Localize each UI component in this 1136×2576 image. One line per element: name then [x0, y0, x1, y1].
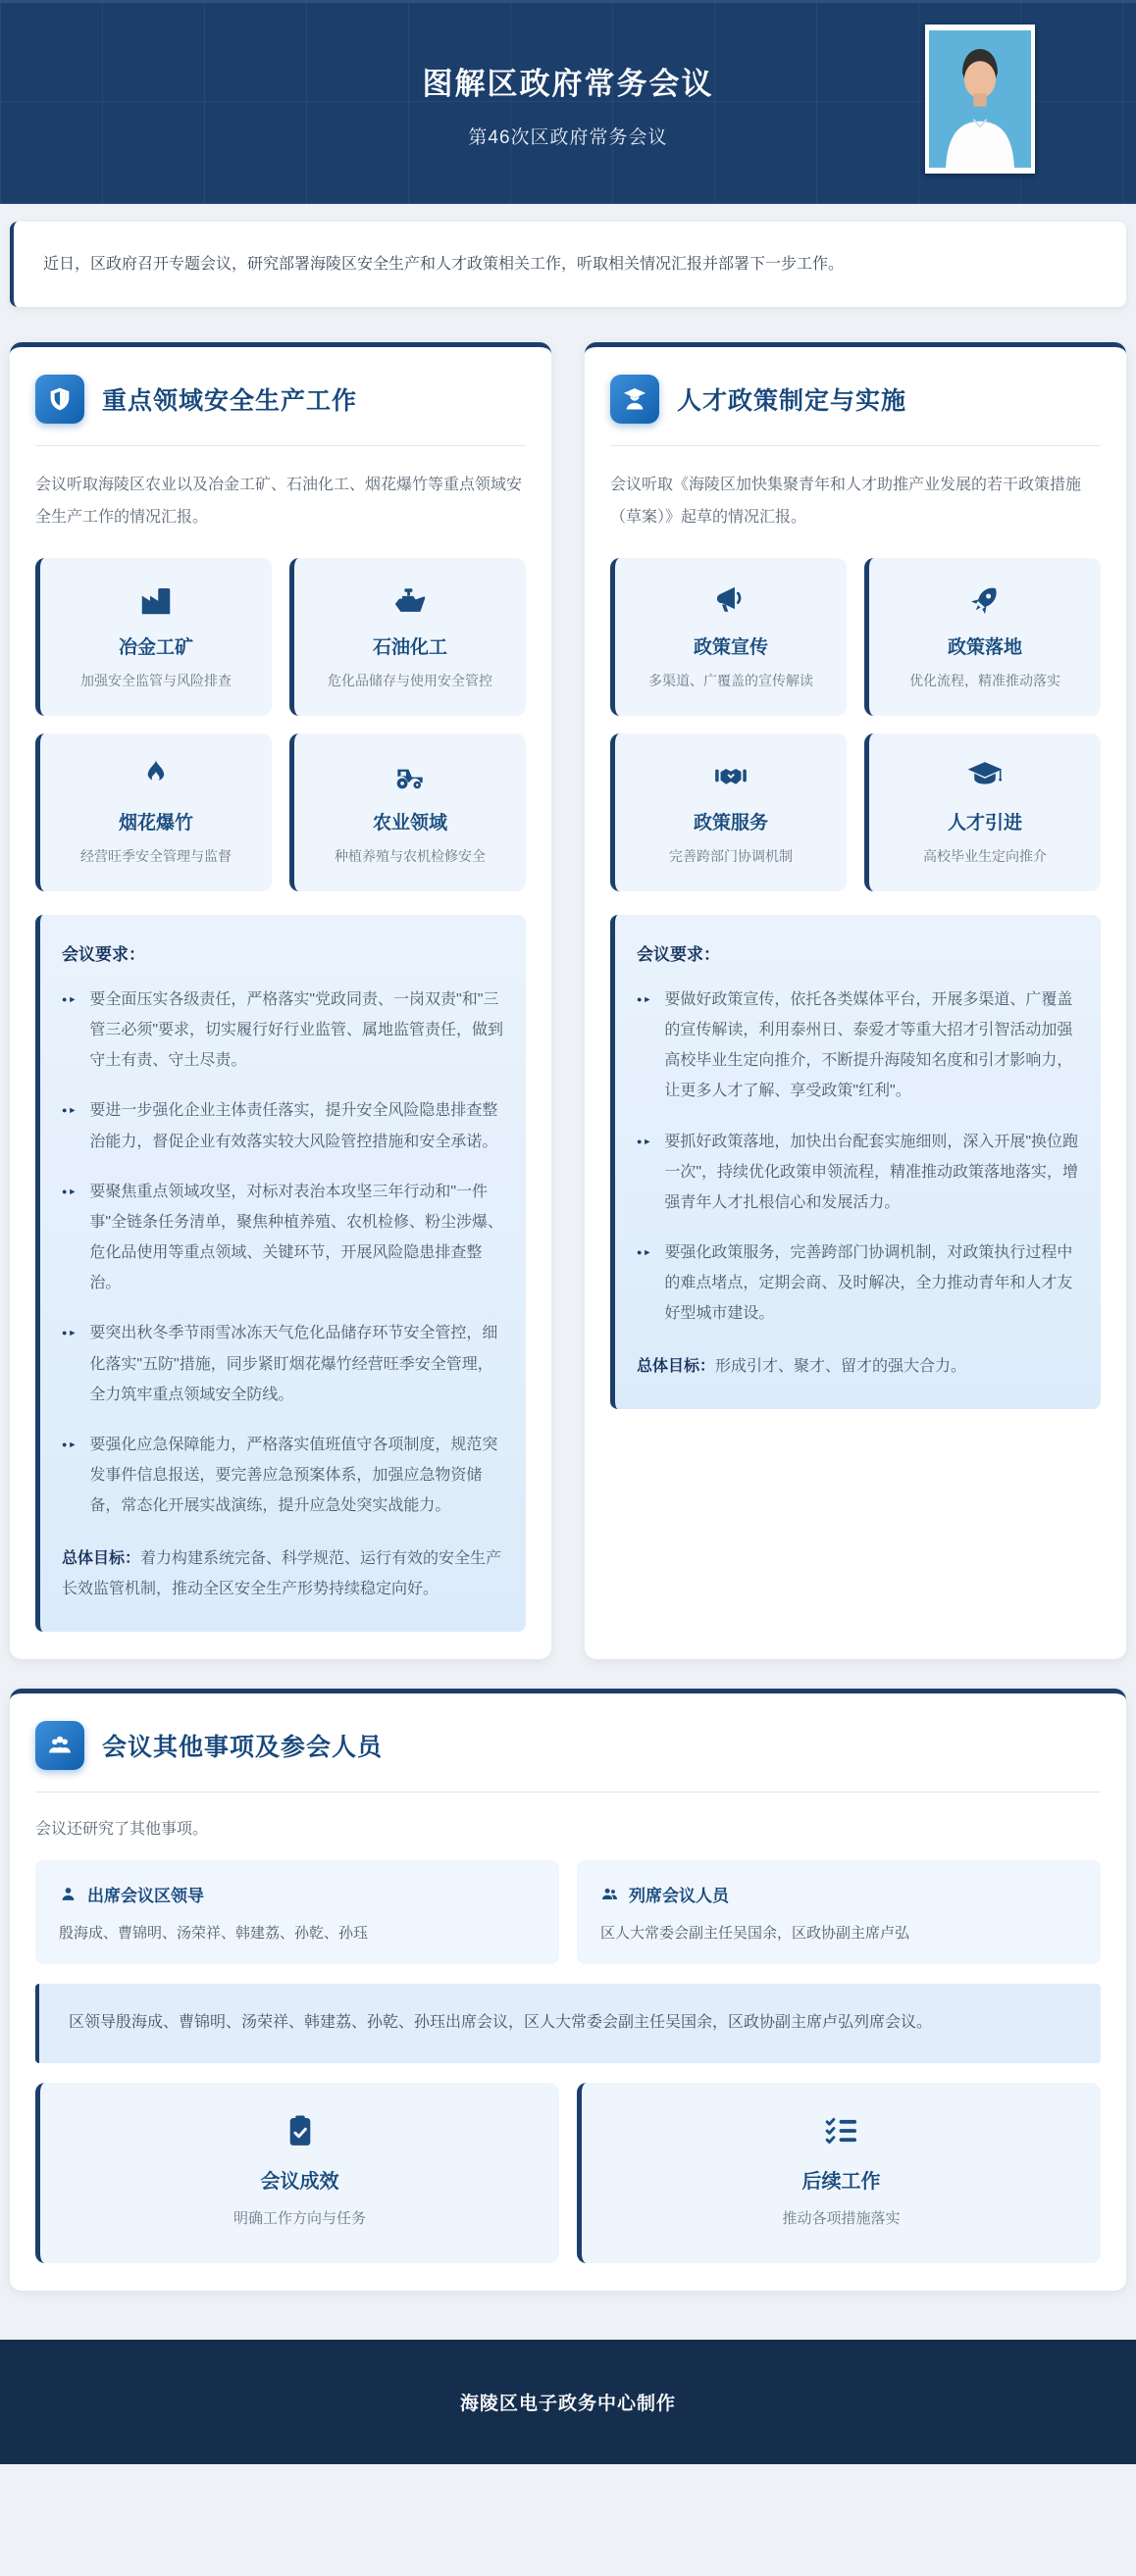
observers-header: [600, 1882, 1077, 1906]
shield-icon: [35, 375, 84, 424]
section-other-header: [35, 1721, 1101, 1770]
result-title: 后续工作: [801, 2170, 881, 2193]
intro-card: [10, 222, 1126, 307]
feature-title: 人才引进: [947, 812, 1022, 833]
divider: [610, 445, 1101, 446]
flame-icon: [50, 757, 262, 794]
feature-title: 政策落地: [947, 636, 1022, 658]
bullet-icon: ●►: [637, 1136, 653, 1146]
requirement-item: ●► 要聚焦重点领域攻坚，对标对表治本攻坚三年行动和"一件事"全链条任务清单，聚焦种植养殖、农机检修、粉尘涉爆、危化品使用等重点领域、关键环节，开展风险隐患排查整治。: [62, 1177, 504, 1299]
feature-desc: 危化品储存与使用安全管控: [328, 672, 492, 688]
divider: [35, 1792, 1101, 1793]
requirement-item: ●► 要抓好政策落地，加快出台配套实施细则，深入开展"换位跑一次"，持续优化政策申领流程，精准推动政策落地落实，增强青年人才扎根信心和发展活力。: [637, 1127, 1079, 1219]
observers-title: 列席会议人员: [629, 1886, 729, 1905]
feature-title: 农业领域: [372, 812, 447, 833]
clipboard-check-icon: [52, 2112, 547, 2151]
observers-names: 区人大常委会副主任吴国余，区政协副主席卢弘: [600, 1924, 910, 1942]
result-desc: 推动各项措施落实: [782, 2209, 901, 2227]
attendees-header: [59, 1882, 536, 1906]
requirement-item: ●► 要做好政策宣传，依托各类媒体平台，开展多渠道、广覆盖的宣传解读，利用泰州日、泰爱才等重大招才引智活动加强高校毕业生定向推介，不断提升海陵知名度和引才影响力，让更多人才了解、享受政策"红利"。: [637, 985, 1079, 1107]
bullet-icon: ●►: [62, 1105, 78, 1116]
requirements-label: 会议要求：: [62, 944, 145, 964]
safety-requirements-box: [35, 915, 526, 1632]
page-subtitle: 第46次区政府常务会议: [468, 126, 668, 148]
section-talent-header: [610, 375, 1101, 424]
other-note: 会议还研究了其他事项。: [35, 1820, 209, 1838]
section-other-matters: [10, 1689, 1126, 2291]
requirement-item: ●► 要强化应急保障能力，严格落实值班值守各项制度，规范突发事件信息报送，要完善应急预案体系，加强应急物资储备，常态化开展实战演练，提升应急处突实战能力。: [62, 1430, 504, 1522]
overall-goal: 总体目标：形成引才、聚才、留才的强大合力。: [637, 1357, 967, 1375]
attendees-box: [35, 1860, 559, 1964]
attendees-title: 出席会议区领导: [87, 1886, 204, 1905]
feature-desc: 种植养殖与农机检修安全: [335, 847, 486, 864]
feature-card-implementation: [864, 558, 1101, 716]
rocket-icon: [879, 581, 1091, 619]
section-safety: [10, 342, 551, 1659]
requirement-item: ●► 要突出秋冬季节雨雪冰冻天气危化品储存环节安全管控，细化落实"五防"措施，同步紧盯烟花爆竹经营旺季安全管理，全力筑牢重点领域安全防线。: [62, 1318, 504, 1410]
user-graduate-icon: [610, 375, 659, 424]
page-title: 图解区政府常务会议: [422, 66, 714, 101]
talent-feature-grid: [610, 558, 1101, 891]
users-icon: [600, 1885, 619, 1903]
result-grid: [35, 2083, 1101, 2263]
footer-text: 海陵区电子政务中心制作: [459, 2393, 676, 2414]
handshake-icon: [625, 757, 837, 794]
feature-card-recruitment: [864, 733, 1101, 891]
page-footer: [0, 2340, 1136, 2464]
list-check-icon: [594, 2112, 1089, 2151]
page-header: [0, 0, 1136, 204]
section-safety-desc: 会议听取海陵区农业以及冶金工矿、石油化工、烟花爆竹等重点领域安全生产工作的情况汇报。: [35, 477, 523, 526]
feature-title: 冶金工矿: [118, 636, 193, 658]
result-card-followup: [577, 2083, 1101, 2263]
section-other-title: 会议其他事项及参会人员: [102, 1733, 384, 1761]
requirements-list: [637, 985, 1079, 1330]
talent-requirements-box: [610, 915, 1101, 1409]
graduation-cap-icon: [879, 757, 1091, 794]
official-photo: [925, 25, 1035, 174]
oil-can-icon: [304, 581, 516, 619]
bullet-icon: ●►: [62, 1328, 78, 1339]
section-talent: [585, 342, 1126, 1659]
feature-title: 政策宣传: [693, 636, 768, 658]
bullet-icon: ●►: [62, 1440, 78, 1450]
divider: [35, 445, 526, 446]
bullet-icon: ●►: [637, 993, 653, 1004]
section-talent-title: 人才政策制定与实施: [677, 387, 907, 416]
result-desc: 明确工作方向与任务: [232, 2209, 366, 2227]
section-talent-desc: 会议听取《海陵区加快集聚青年和人才助推产业发展的若干政策措施（草案）》起草的情况汇报。: [610, 477, 1082, 526]
users-icon: [35, 1721, 84, 1770]
feature-card-petrochemical: [289, 558, 526, 716]
user-icon: [59, 1885, 77, 1903]
bullet-icon: ●►: [637, 1247, 653, 1258]
feature-title: 石油化工: [372, 636, 447, 658]
feature-desc: 完善跨部门协调机制: [669, 847, 793, 864]
feature-card-publicity: [610, 558, 847, 716]
feature-desc: 多渠道、广覆盖的宣传解读: [648, 672, 813, 688]
intro-text: 近日，区政府召开专题会议，研究部署海陵区安全生产和人才政策相关工作，听取相关情况汇报并部署下一步工作。: [43, 256, 845, 273]
feature-desc: 高校毕业生定向推介: [923, 847, 1047, 864]
bullet-icon: ●►: [62, 993, 78, 1004]
people-grid: [35, 1860, 1101, 1964]
tractor-icon: [304, 757, 516, 794]
requirements-label: 会议要求：: [637, 944, 720, 964]
requirement-item: ●► 要强化政策服务，完善跨部门协调机制，对政策执行过程中的难点堵点，定期会商、及时解决，全力推动青年和人才友好型城市建设。: [637, 1237, 1079, 1330]
feature-card-service: [610, 733, 847, 891]
feature-card-metallurgy: [35, 558, 272, 716]
section-safety-header: [35, 375, 526, 424]
feature-desc: 优化流程，精准推动落实: [909, 672, 1060, 688]
safety-feature-grid: [35, 558, 526, 891]
observers-box: [577, 1860, 1101, 1964]
bullet-icon: ●►: [62, 1186, 78, 1196]
feature-desc: 经营旺季安全管理与监督: [80, 847, 232, 864]
megaphone-icon: [625, 581, 837, 619]
feature-title: 政策服务: [693, 812, 768, 833]
main-columns: [10, 342, 1126, 1659]
section-safety-title: 重点领域安全生产工作: [102, 387, 358, 416]
goal-label: 总体目标：: [637, 1357, 716, 1375]
feature-desc: 加强安全监管与风险排查: [80, 672, 232, 688]
feature-card-agriculture: [289, 733, 526, 891]
result-title: 会议成效: [260, 2170, 339, 2193]
result-card-effect: [35, 2083, 559, 2263]
requirement-item: ●► 要全面压实各级责任，严格落实"党政同责、一岗双责"和"三管三必须"要求，切实履行好行业监管、属地监管责任，做到守土有责、守土尽责。: [62, 985, 504, 1077]
overall-goal: 总体目标：着力构建系统完备、科学规范、运行有效的安全生产长效监管机制，推动全区安全生产形势持续稳定向好。: [62, 1549, 502, 1597]
goal-label: 总体目标：: [62, 1549, 141, 1567]
requirement-item: ●► 要进一步强化企业主体责任落实，提升安全风险隐患排查整治能力，督促企业有效落实较大风险管控措施和安全承诺。: [62, 1095, 504, 1156]
feature-card-fireworks: [35, 733, 272, 891]
attendance-summary: 区领导殷海成、曹锦明、汤荣祥、韩建荔、孙乾、孙珏出席会议，区人大常委会副主任吴国余，区政协副主席卢弘列席会议。: [35, 1984, 1101, 2063]
feature-title: 烟花爆竹: [118, 812, 193, 833]
attendees-names: 殷海成、曹锦明、汤荣祥、韩建荔、孙乾、孙珏: [59, 1924, 369, 1942]
requirements-list: [62, 985, 504, 1522]
portrait-icon: [929, 28, 1031, 170]
factory-icon: [50, 581, 262, 619]
